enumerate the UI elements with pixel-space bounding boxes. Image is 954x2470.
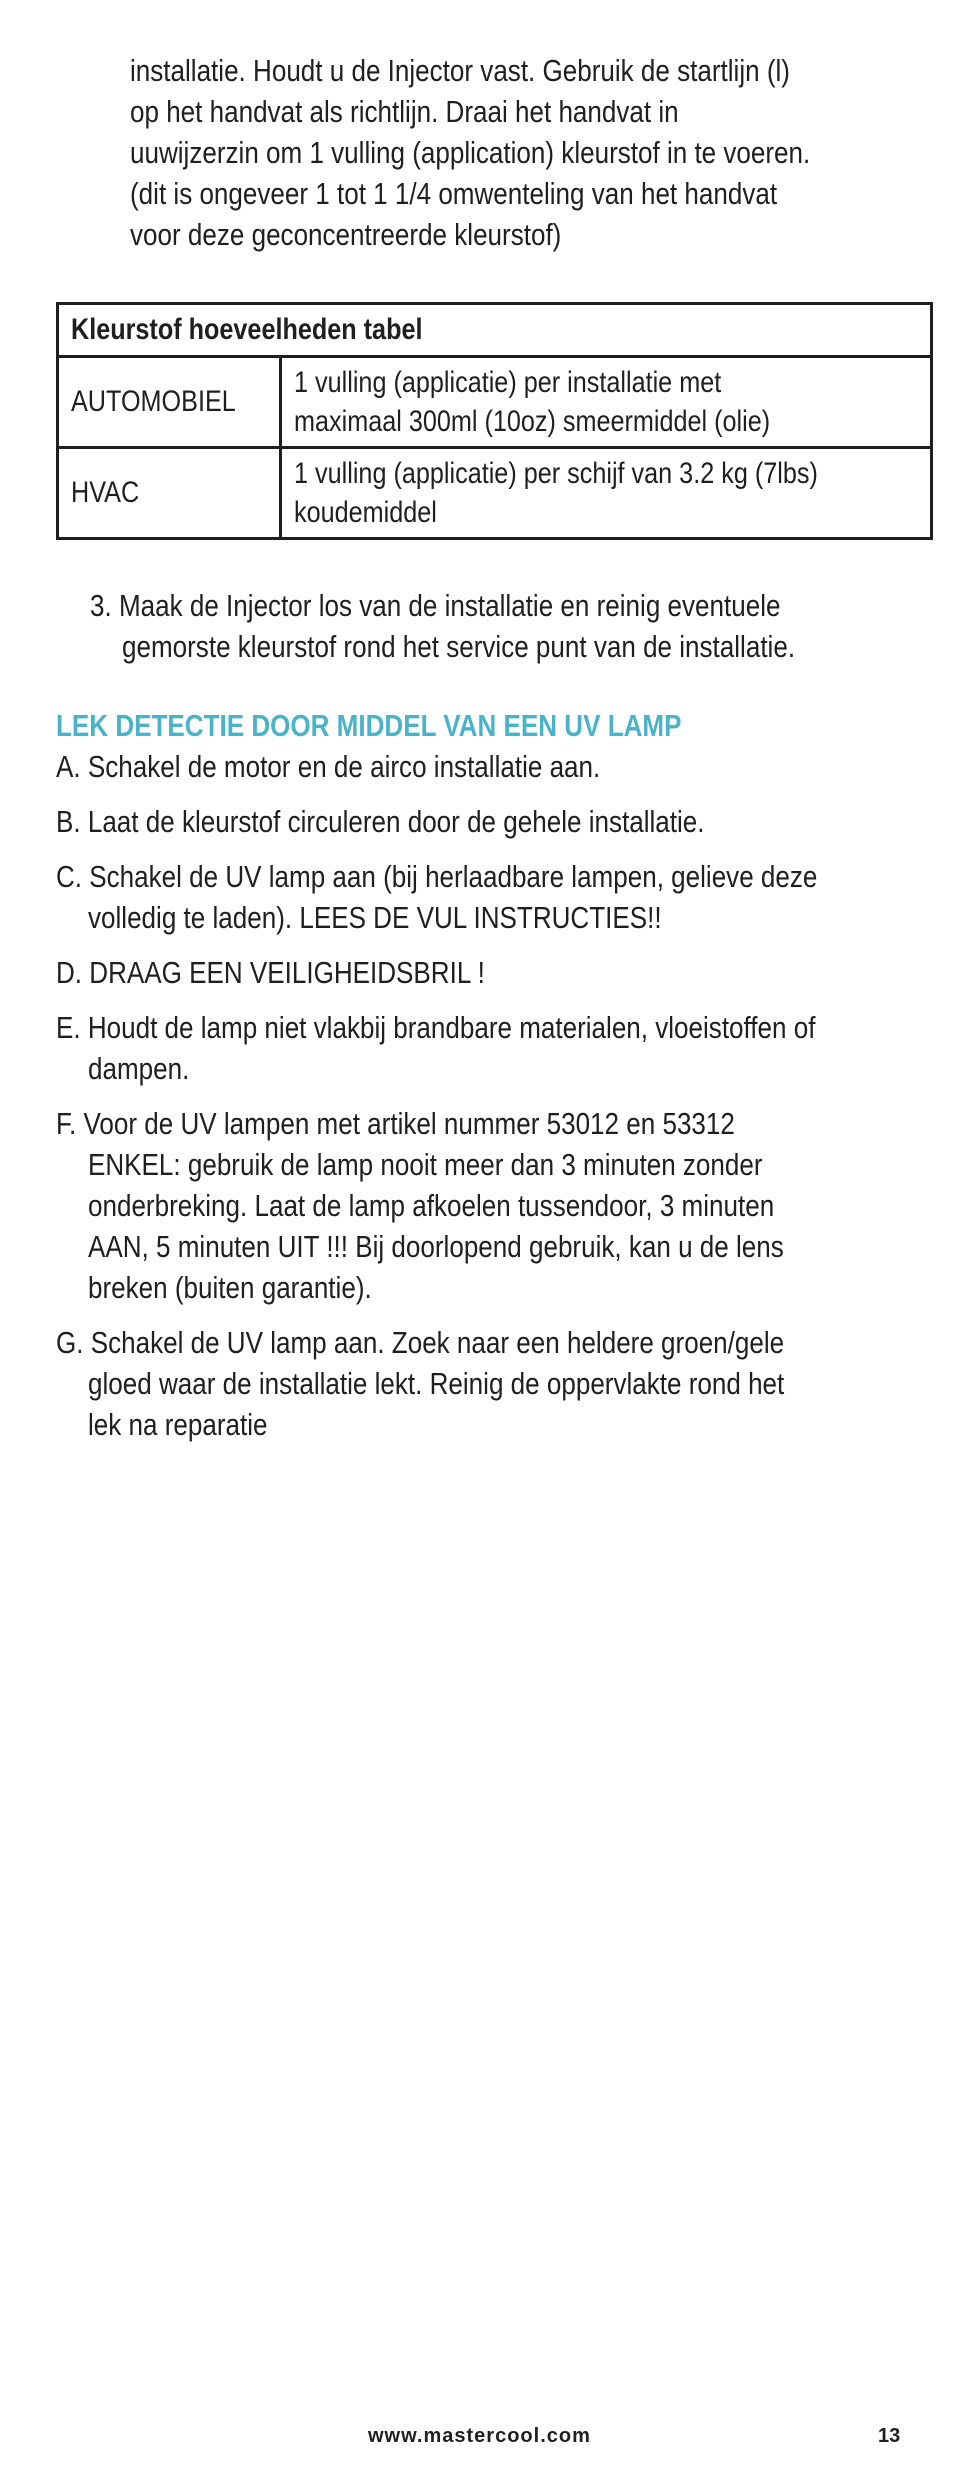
list-item: A. Schakel de motor en de airco installatie aan. [56, 749, 601, 784]
step-3-line: gemorste kleurstof rond het service punt van de installatie. [122, 629, 796, 664]
list-item: E. Houdt de lamp niet vlakbij brandbare materialen, vloeistoffen of dampen. [56, 1010, 816, 1086]
table-header-row [58, 304, 932, 357]
table-row [58, 448, 932, 539]
intro-line: (dit is ongeveer 1 tot 1 1/4 omwenteling van het handvat [130, 176, 778, 211]
intro-line: op het handvat als richtlijn. Draai het handvat in [130, 94, 679, 129]
section-heading: LEK DETECTIE DOOR MIDDEL VAN EEN UV LAMP [56, 708, 682, 743]
table-row-value: 1 vulling (applicatie) per schijf van 3.2 kg (7lbs) koudemiddel [281, 448, 932, 539]
table-row-label: HVAC [58, 448, 281, 539]
table-row [58, 357, 932, 448]
list-item: G. Schakel de UV lamp aan. Zoek naar een heldere groen/gele gloed waar de installatie lekt. Reinig de oppervlakte rond het lek na reparatie [56, 1325, 785, 1442]
uv-steps-list [56, 746, 916, 1459]
step-3 [90, 585, 930, 667]
intro-paragraph [130, 50, 954, 255]
footer-url-link[interactable]: www.mastercool.com [368, 2425, 591, 2447]
intro-line: installatie. Houdt u de Injector vast. Gebruik de startlijn (l) [130, 53, 790, 88]
intro-line: voor deze geconcentreerde kleurstof) [130, 217, 562, 252]
step-3-line: 3. Maak de Injector los van de installatie en reinig eventuele [90, 588, 781, 623]
list-item: B. Laat de kleurstof circuleren door de gehele installatie. [56, 804, 705, 839]
list-item: D. DRAAG EEN VEILIGHEIDSBRIL ! [56, 955, 485, 990]
table-row-label: AUTOMOBIEL [58, 357, 281, 448]
dye-quantity-table [56, 302, 933, 540]
table-title: Kleurstof hoeveelheden tabel [58, 304, 932, 357]
intro-line: uuwijzerzin om 1 vulling (application) kleurstof in te voeren. [130, 135, 811, 170]
list-item: C. Schakel de UV lamp aan (bij herlaadbare lampen, gelieve deze volledig te laden). LEES DE VUL INSTRUCTIES!! [56, 859, 818, 935]
list-item: F. Voor de UV lampen met artikel nummer 53012 en 53312 ENKEL: gebruik de lamp nooit meer dan 3 minuten zonder onderbreking. Laat de lamp afkoelen tussendoor, 3 minuten AAN, 5 minuten UIT !!! Bij doorlopend gebruik, kan u de lens breken (buiten garantie). [56, 1106, 784, 1305]
page-footer [0, 2425, 954, 2455]
table-row-value: 1 vulling (applicatie) per installatie met maximaal 300ml (10oz) smeermiddel (olie) [281, 357, 932, 448]
page-number: 13 [878, 2425, 901, 2447]
